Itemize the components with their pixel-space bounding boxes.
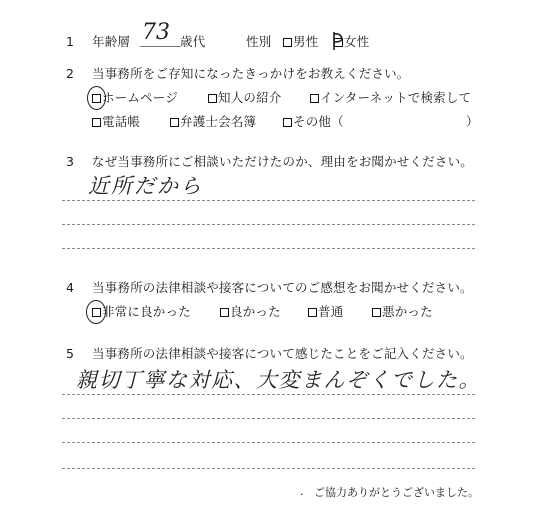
option-bad[interactable] (372, 306, 433, 319)
age-value-handwritten: 73 (142, 20, 170, 45)
q5-answer-line-3 (62, 442, 475, 443)
option-internet-search[interactable] (310, 92, 471, 105)
internet-search-label: インターネットで検索して (320, 90, 472, 105)
q3-answer-line-2 (62, 224, 475, 225)
good-checkbox[interactable] (220, 308, 229, 317)
option-very-good[interactable] (92, 306, 191, 319)
q5-number: 5 (66, 346, 74, 361)
male-label: 男性 (293, 34, 319, 49)
male-checkbox[interactable] (283, 38, 292, 47)
option-good[interactable] (220, 306, 281, 319)
q5-handwritten-answer: 親切丁寧な対応、大変まんぞくでした。 (76, 368, 481, 392)
age-underline (140, 46, 180, 47)
option-phonebook[interactable] (92, 116, 140, 129)
other-checkbox[interactable] (283, 118, 292, 127)
homepage-circle-mark (87, 86, 106, 110)
q3-answer-line-1 (62, 200, 475, 201)
q3-question: なぜ当事務所にご相談いただけたのか、理由をお聞かせください。 (92, 154, 474, 169)
bad-checkbox[interactable] (372, 308, 381, 317)
very-good-label: 非常に良かった (102, 304, 191, 319)
homepage-label: ホームページ (102, 90, 178, 105)
option-other[interactable] (283, 116, 344, 129)
bar-directory-label: 弁護士会名簿 (180, 114, 257, 129)
option-average[interactable] (308, 306, 343, 319)
age-unit: 歳代 (180, 34, 206, 49)
q5-answer-line-1 (62, 394, 475, 395)
bad-label: 悪かった (382, 304, 433, 319)
q4-question: 当事務所の法律相談や接客についてのご感想をお聞かせください。 (92, 280, 473, 295)
q2-number: 2 (66, 66, 74, 81)
q2-question: 当事務所をご存知になったきっかけをお教えください。 (92, 66, 410, 81)
female-check-mark (331, 30, 345, 52)
q5-question: 当事務所の法律相談や接客について感じたことをご記入ください。 (92, 346, 473, 361)
q4-number: 4 (66, 280, 74, 295)
footer-dot: . (300, 485, 304, 498)
phonebook-label: 電話帳 (102, 114, 141, 129)
option-bar-directory[interactable] (170, 116, 256, 129)
q1-number: 1 (66, 34, 74, 49)
q3-handwritten-answer: 近所だから (88, 174, 203, 198)
phonebook-checkbox[interactable] (92, 118, 101, 127)
female-label: 女性 (344, 34, 370, 49)
q5-answer-line-4 (62, 468, 475, 469)
referral-label: 知人の紹介 (218, 90, 282, 105)
other-close-paren: ） (466, 114, 479, 129)
option-referral[interactable] (208, 92, 282, 105)
male-option[interactable] (283, 36, 318, 49)
thanks-text: ご協力ありがとうございました。 (314, 486, 479, 499)
q3-answer-line-3 (62, 248, 475, 249)
internet-search-checkbox[interactable] (310, 94, 319, 103)
good-label: 良かった (230, 304, 281, 319)
other-label: その他（ (293, 114, 344, 129)
very-good-circle-mark (86, 300, 106, 324)
gender-label: 性別 (246, 34, 272, 49)
q3-number: 3 (66, 154, 74, 169)
age-label: 年齢層 (92, 34, 131, 49)
bar-directory-checkbox[interactable] (170, 118, 179, 127)
average-label: 普通 (318, 304, 344, 319)
referral-checkbox[interactable] (208, 94, 217, 103)
q5-answer-line-2 (62, 418, 475, 419)
average-checkbox[interactable] (308, 308, 317, 317)
